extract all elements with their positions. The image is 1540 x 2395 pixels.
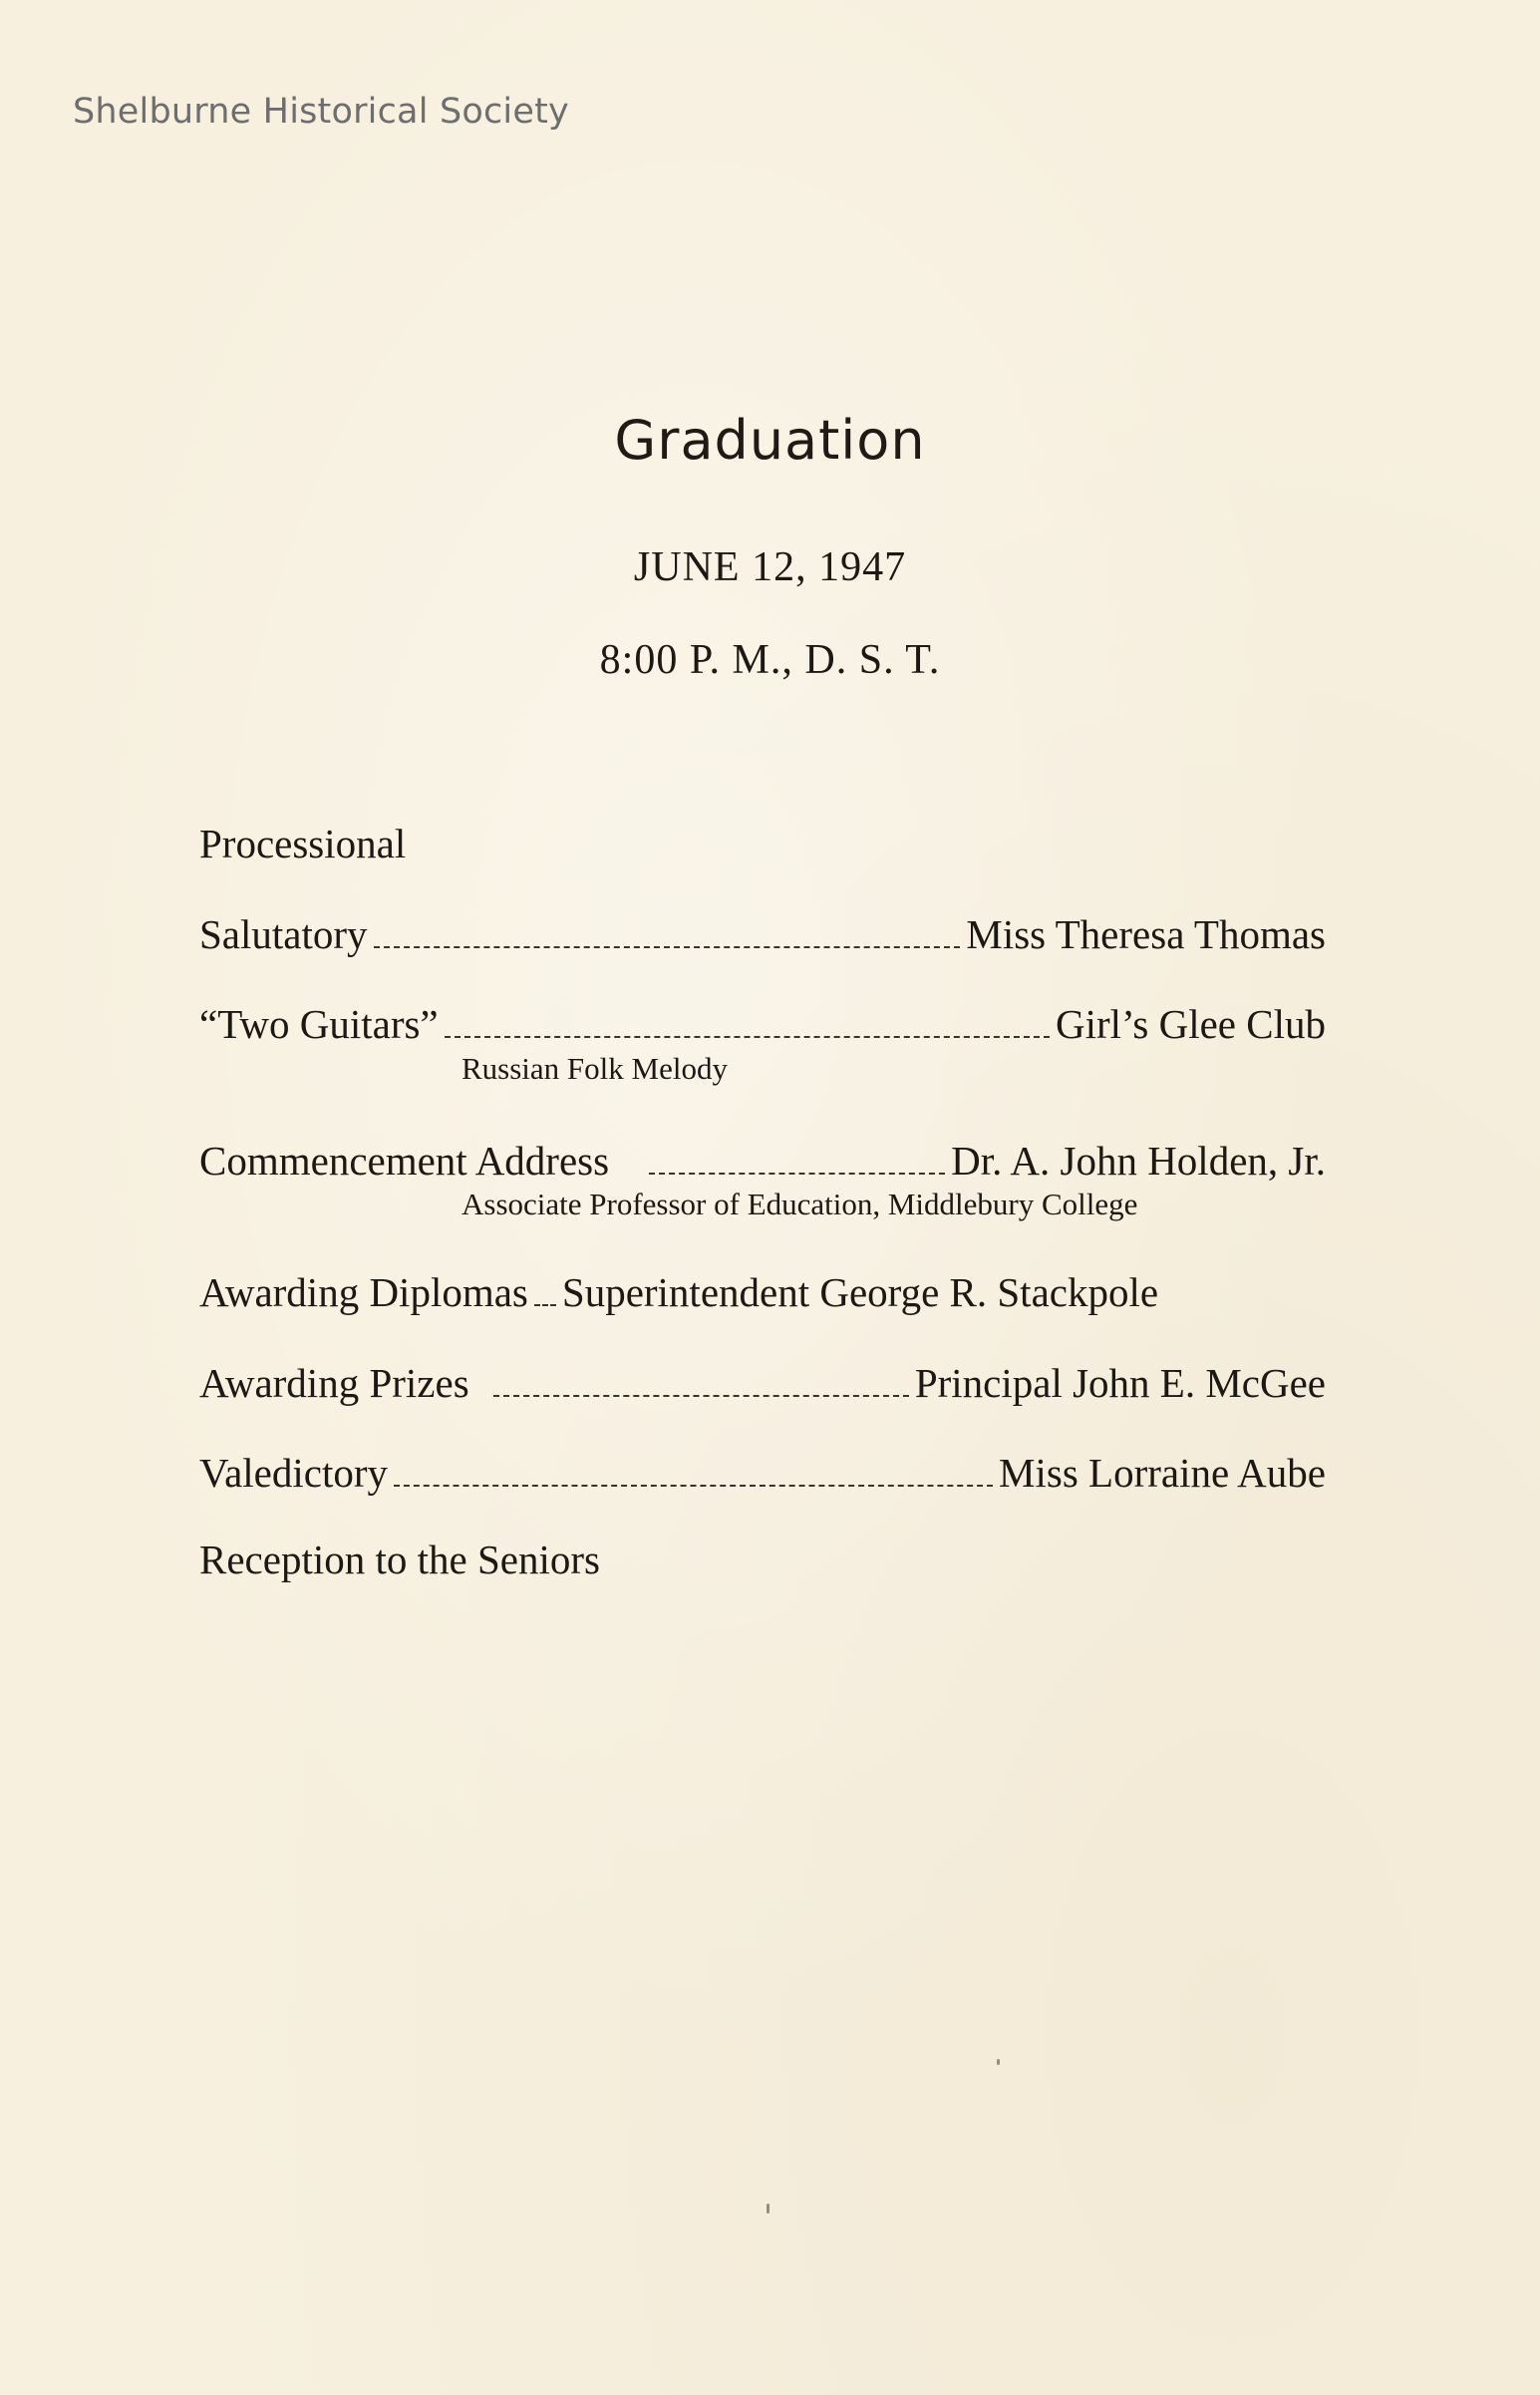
program-item-diplomas [199,1268,1326,1316]
program-item-label: Awarding Prizes [199,1360,469,1406]
page-title: Graduation [614,409,926,472]
event-time: 8:00 P. M., D. S. T. [599,637,941,683]
program-item-processional [199,820,1326,867]
dotted-leader [374,945,961,948]
dotted-leader [445,1035,1050,1038]
program-item-label: Valedictory [199,1450,388,1496]
watermark: Shelburne Historical Society [73,92,569,132]
program-item-note: Russian Folk Melody [462,1051,728,1086]
program-item-performer: Dr. A. John Holden, Jr. [951,1138,1326,1184]
program-item-label: Awarding Diplomas [199,1269,528,1315]
dotted-leader [534,1303,556,1306]
program-item-salutatory [199,910,1326,958]
event-date: JUNE 12, 1947 [633,544,907,590]
program-item-valedictory [199,1449,1326,1497]
program-item-two-guitars [199,1000,1326,1048]
program-item-note: Associate Professor of Education, Middlebury College [462,1187,1138,1221]
program-item-performer: Principal John E. McGee [914,1360,1326,1406]
program-item-label: Commencement Address [199,1138,610,1184]
paper-speck [997,2059,1000,2065]
program-item-label: Processional [199,821,407,866]
program-item-label: “Two Guitars” [199,1001,439,1047]
program-item-performer: Superintendent George R. Stackpole [561,1269,1159,1315]
dotted-leader [493,1394,909,1397]
program-item-performer: Girl’s Glee Club [1055,1001,1326,1047]
program-item-performer: Miss Theresa Thomas [966,911,1326,957]
program-item-label: Salutatory [199,911,368,957]
program-item-commencement [199,1137,1326,1185]
paper-speck [767,2204,770,2214]
program-item-label: Reception to the Seniors [199,1537,600,1582]
program-item-prizes [199,1359,1326,1407]
dotted-leader [649,1172,945,1175]
program-item-performer: Miss Lorraine Aube [999,1450,1326,1496]
program-item-reception [199,1536,1326,1583]
dotted-leader [394,1484,993,1487]
